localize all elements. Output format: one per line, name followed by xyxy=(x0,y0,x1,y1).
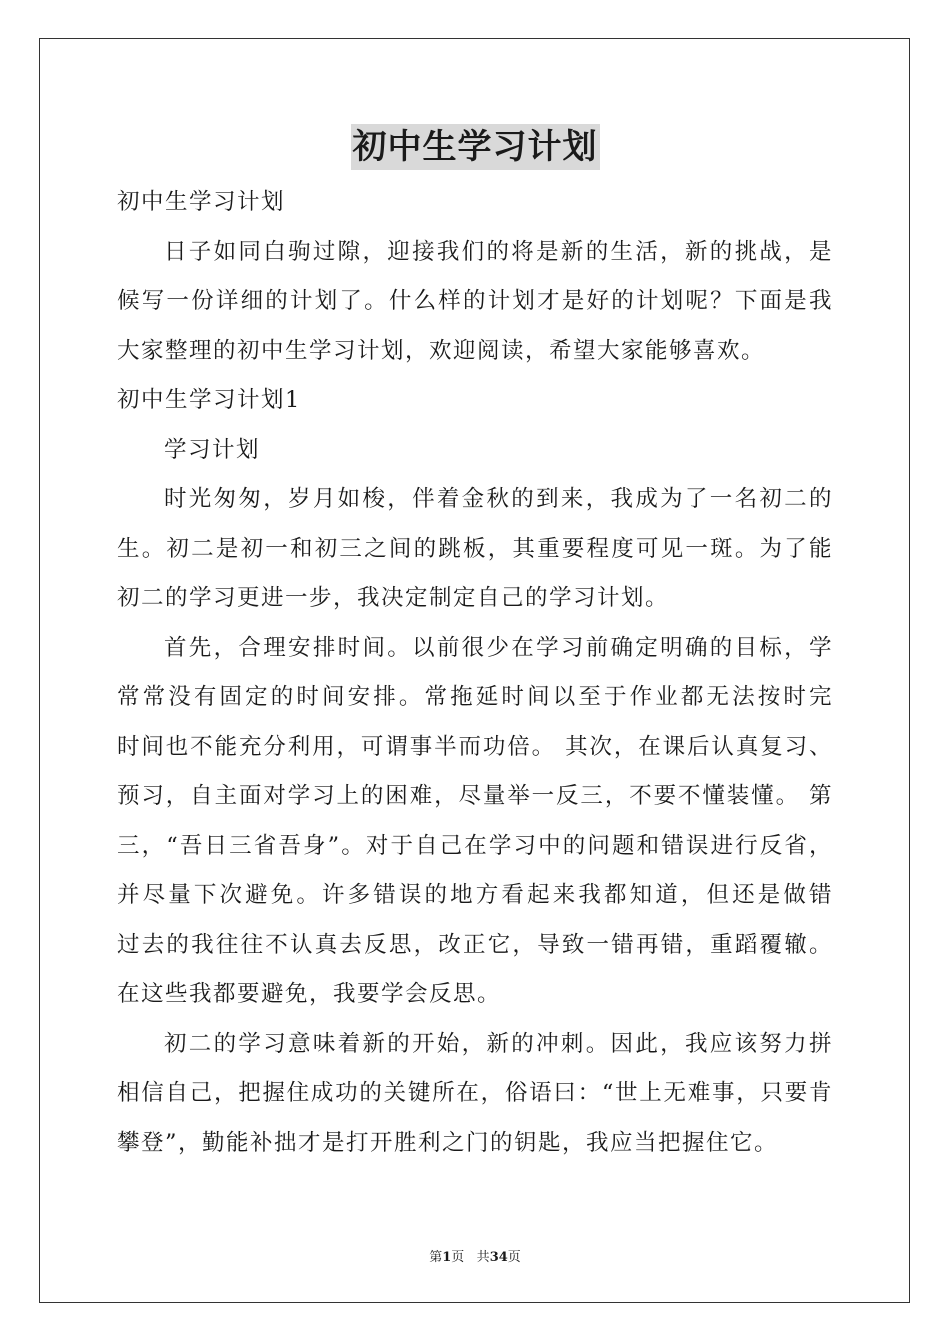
text-line: 在这些我都要避免，我要学会反思。 xyxy=(117,981,502,1007)
text-line: 攀登”，勤能补拙才是打开胜利之门的钥匙，我应当把握住它。 xyxy=(117,1129,779,1156)
text-line: 并尽量下次避免。许多错误的地方看起来我都知道，但还是做错 xyxy=(117,882,833,908)
footer-prefix: 第 xyxy=(429,1250,443,1265)
title-container xyxy=(0,124,950,170)
text-line: 三，“吾日三省吾身”。对于自己在学习中的问题和错误进行反省， xyxy=(117,832,833,859)
text-line: 初二的学习更进一步，我决定制定自己的学习计划。 xyxy=(117,585,670,611)
text-line: 日子如同白驹过隙，迎接我们的将是新的生活，新的挑战，是 xyxy=(164,238,833,265)
text-line: 预习，自主面对学习上的困难，尽量举一反三，不要不懂装懂。 第 xyxy=(117,783,833,809)
text-line: 生。初二是初一和初三之间的跳板，其重要程度可见一斑。为了能 xyxy=(117,535,833,562)
footer-page-suffix: 页 xyxy=(451,1250,465,1265)
text-line: 初中生学习计划 xyxy=(117,189,286,215)
document-title: 初中生学习计划 xyxy=(351,124,600,170)
text-line: 学习计划 xyxy=(164,436,261,463)
text-line: 常常没有固定的时间安排。常拖延时间以至于作业都无法按时完 xyxy=(117,684,833,710)
text-line: 大家整理的初中生学习计划，欢迎阅读，希望大家能够喜欢。 xyxy=(117,337,766,364)
text-line: 初中生学习计划1 xyxy=(117,387,301,413)
text-line: 相信自己，把握住成功的关键所在，俗语曰：“世上无难事，只要肯 xyxy=(117,1080,833,1106)
page-footer xyxy=(0,1246,950,1265)
text-line: 首先，合理安排时间。以前很少在学习前确定明确的目标，学 xyxy=(164,634,833,661)
text-line: 初二的学习意味着新的开始，新的冲刺。因此，我应该努力拼 xyxy=(164,1030,833,1057)
text-line: 过去的我往往不认真去反思，改正它，导致一错再错，重蹈覆辙。 xyxy=(117,931,833,958)
text-line: 时间也不能充分利用，可谓事半而功倍。 其次，在课后认真复习、 xyxy=(117,733,833,760)
document-body xyxy=(117,178,833,1168)
footer-current-page: 1 xyxy=(442,1250,452,1265)
footer-total-pages: 34 xyxy=(489,1250,508,1265)
text-line: 候写一份详细的计划了。什么样的计划才是好的计划呢？下面是我 xyxy=(117,288,833,314)
text-line: 时光匆匆，岁月如梭，伴着金秋的到来，我成为了一名初二的 xyxy=(164,486,833,512)
footer-total-prefix: 共 xyxy=(476,1250,490,1265)
footer-total-suffix: 页 xyxy=(507,1250,521,1265)
